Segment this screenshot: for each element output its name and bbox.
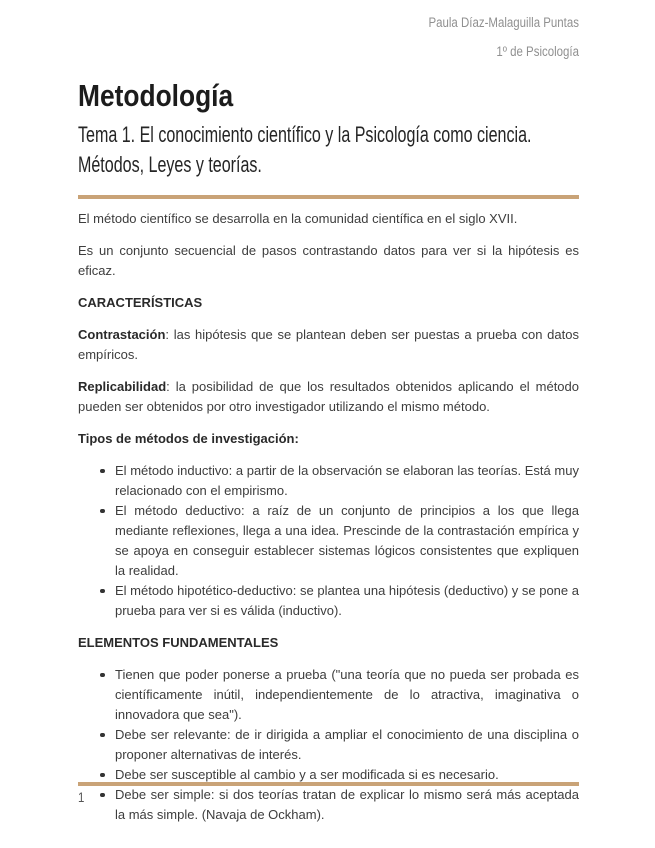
list-item: [115, 501, 579, 581]
term-paragraph: [78, 377, 579, 417]
section-heading-caracteristicas: CARACTERÍSTICAS: [78, 294, 203, 310]
bullet-icon: [100, 469, 105, 474]
list-item-text: Tienen que poder ponerse a prueba ("una teoría que no pueda ser probada es científicamente inútil, independientemente de lo atractiva, imaginativa o innovadora que sea").: [115, 666, 579, 722]
list-item: [115, 665, 579, 725]
bullet-icon: [100, 793, 105, 798]
intro-paragraph: Es un conjunto secuencial de pasos contrastando datos para ver si la hipótesis es eficaz.: [78, 242, 579, 278]
list-item: [115, 581, 579, 621]
bullet-list-tipos-metodos: [78, 461, 579, 621]
page-content: [78, 0, 579, 837]
list-item: [115, 725, 579, 765]
document-header: [78, 0, 579, 66]
list-item-text: Debe ser susceptible al cambio y a ser modificada si es necesario.: [115, 766, 499, 782]
term-definition: : la posibilidad de que los resultados obtenidos aplicando el método pueden ser obtenidos por otro investigador utilizando el mismo método.: [78, 378, 579, 414]
bullet-icon: [100, 589, 105, 594]
intro-paragraph: El método científico se desarrolla en la comunidad científica en el siglo XVII.: [78, 210, 518, 226]
document-body: [78, 209, 579, 825]
list-item: [115, 785, 579, 825]
bullet-icon: [100, 673, 105, 678]
bullet-icon: [100, 733, 105, 738]
term-label: Contrastación: [78, 326, 166, 342]
list-item-text: El método hipotético-deductivo: se plantea una hipótesis (deductivo) y se pone a prueba para ver si es válida (inductivo).: [115, 582, 579, 618]
page-title: Metodología: [78, 78, 234, 113]
term-paragraph: [78, 325, 579, 365]
section-heading-tipos-metodos: Tipos de métodos de investigación:: [78, 430, 299, 446]
term-label: Replicabilidad: [78, 378, 167, 394]
header-author: Paula Díaz-Malaguilla Puntas: [428, 15, 579, 30]
subtitle-line: Métodos, Leyes y teorías.: [78, 152, 262, 177]
list-item-text: Debe ser simple: si dos teorías tratan de explicar lo mismo será más aceptada la más simple. (Navaja de Ockham).: [115, 786, 579, 822]
top-divider: [78, 195, 579, 199]
header-course: 1º de Psicología: [496, 44, 579, 59]
list-item-text: El método inductivo: a partir de la observación se elaboran las teorías. Está muy relacionado con el empirismo.: [115, 462, 579, 498]
section-heading-elementos: ELEMENTOS FUNDAMENTALES: [78, 634, 279, 650]
page-number: 1: [78, 790, 85, 805]
bullet-icon: [100, 509, 105, 514]
subtitle-line: Tema 1. El conocimiento científico y la Psicología como ciencia.: [78, 122, 532, 147]
list-item: [115, 461, 579, 501]
bullet-list-elementos: [78, 665, 579, 825]
list-item-text: Debe ser relevante: de ir dirigida a ampliar el conocimiento de una disciplina o proponer alternativas de interés.: [115, 726, 579, 762]
bullet-icon: [100, 773, 105, 778]
footer-divider: [78, 782, 579, 786]
term-definition: : las hipótesis que se plantean deben ser puestas a prueba con datos empíricos.: [78, 326, 579, 362]
list-item-text: El método deductivo: a raíz de un conjunto de principios a los que llega mediante reflexiones, llega a una idea. Prescinde de la contrastación empírica y se apoya en conseguir establecer sistemas lógicos consistentes que expliquen la realidad.: [115, 502, 579, 578]
page-subtitle: [78, 120, 579, 180]
